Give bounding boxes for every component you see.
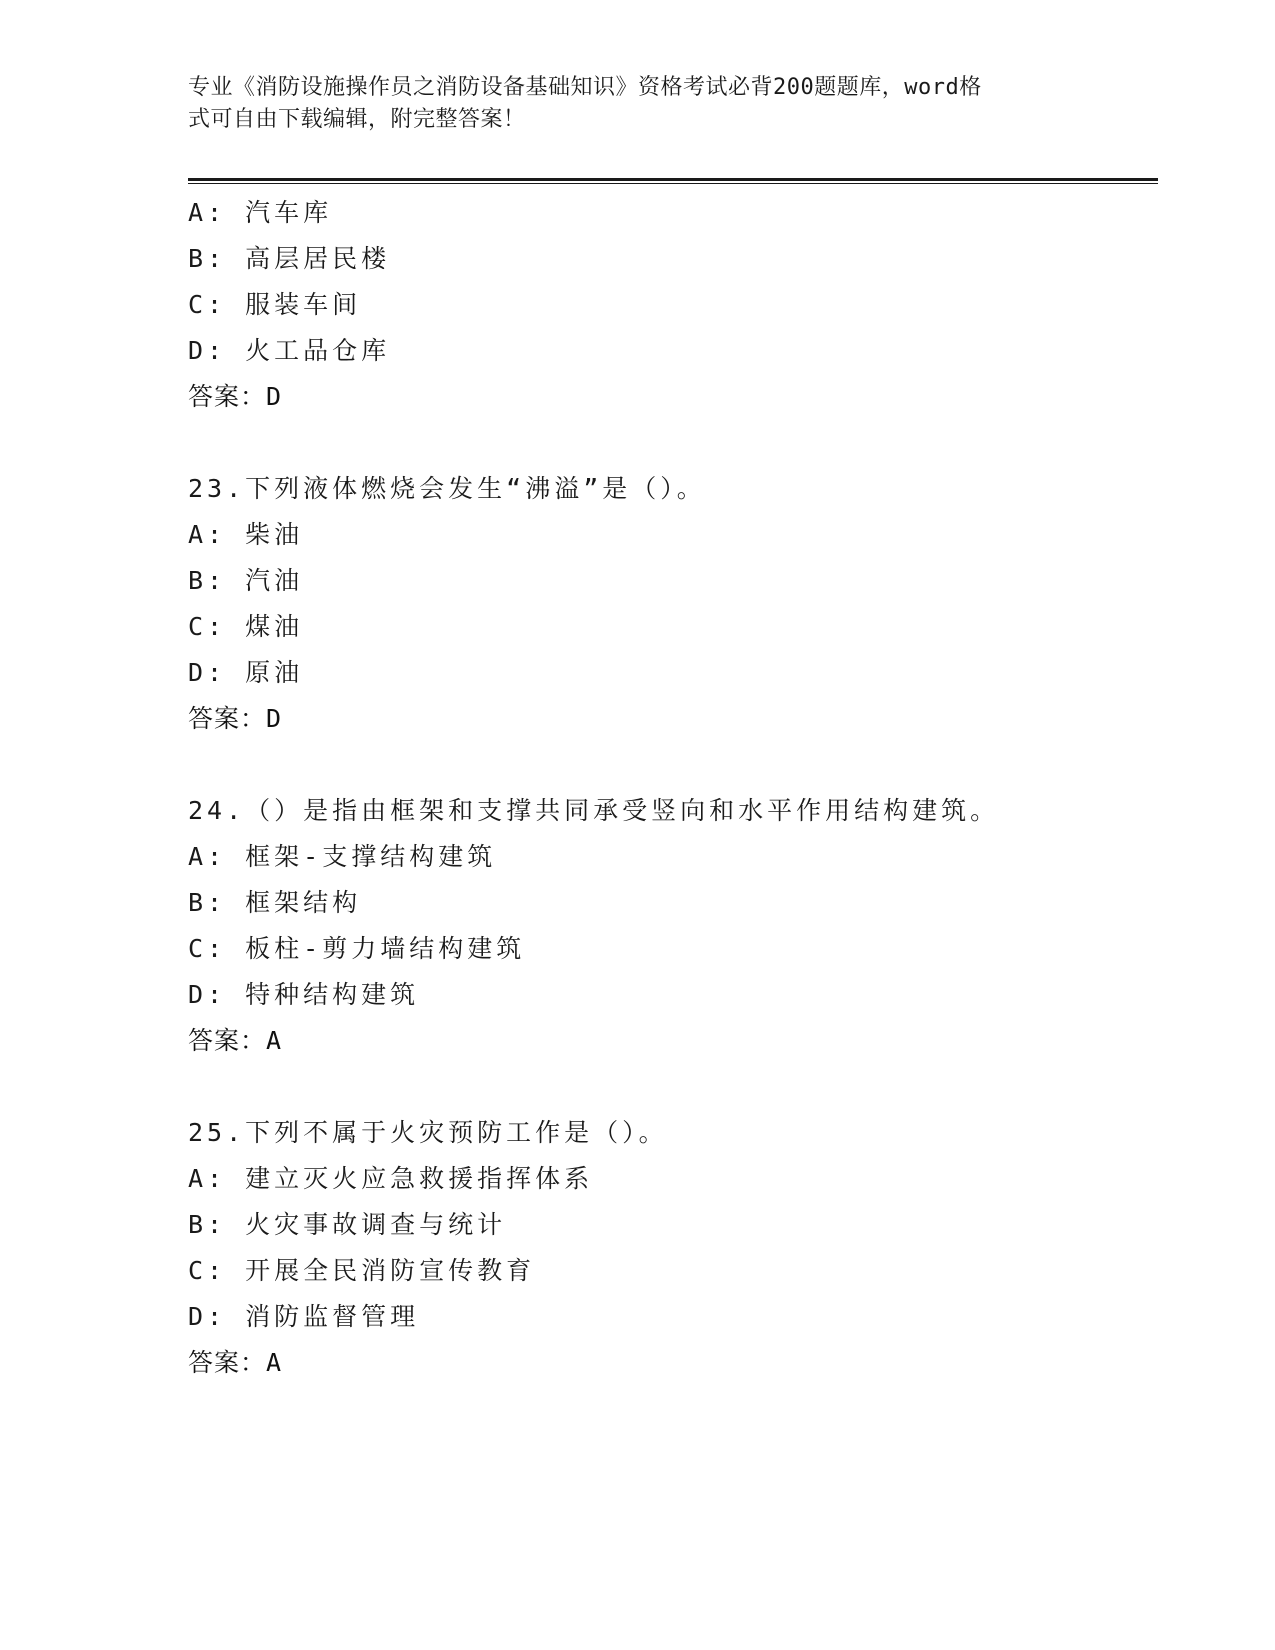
question-block-23 [188,466,1158,742]
question-stem: 23.下列液体燃烧会发生“沸溢”是（）。 [188,474,706,503]
option-c: C: 开展全民消防宣传教育 [188,1256,536,1285]
question-stem: 24.（）是指由框架和支撑共同承受竖向和水平作用结构建筑。 [188,796,1000,825]
answer-label: 答案： [188,1026,267,1055]
option-b: B: 火灾事故调查与统计 [188,1210,507,1239]
document-header [188,72,1068,136]
option-c: C: 服装车间 [188,290,362,319]
spacer [188,742,1158,788]
option-a: A: 建立灭火应急救援指挥体系 [188,1164,594,1193]
spacer [188,420,1158,466]
header-divider-thin [188,183,1158,184]
header-line-1: 专业《消防设施操作员之消防设备基础知识》资格考试必背200题题库，word格 [188,75,982,100]
option-a: A: 框架-支撑结构建筑 [188,842,497,871]
option-d: D: 原油 [188,658,304,687]
option-b: B: 汽油 [188,566,304,595]
question-block-22 [188,190,1158,420]
option-b: B: 高层居民楼 [188,244,391,273]
answer-line [188,374,1158,420]
question-block-25 [188,1110,1158,1386]
option-a: A: 柴油 [188,520,304,549]
option-c: C: 板柱-剪力墙结构建筑 [188,934,526,963]
answer-value: A [266,1348,283,1377]
answer-value: D [266,704,283,733]
option-b: B: 框架结构 [188,888,362,917]
answer-line [188,1018,1158,1064]
question-list [188,190,1158,1386]
answer-line [188,1340,1158,1386]
header-line-2: 式可自由下载编辑，附完整答案！ [188,107,526,132]
header-divider-thick [188,178,1158,181]
answer-label: 答案： [188,382,267,411]
spacer [188,1064,1158,1110]
option-d: D: 火工品仓库 [188,336,391,365]
option-c: C: 煤油 [188,612,304,641]
question-stem: 25.下列不属于火灾预防工作是（）。 [188,1118,668,1147]
option-a: A: 汽车库 [188,198,333,227]
answer-value: D [266,382,283,411]
answer-label: 答案： [188,704,267,733]
option-d: D: 特种结构建筑 [188,980,420,1009]
question-block-24 [188,788,1158,1064]
answer-label: 答案： [188,1348,267,1377]
option-d: D: 消防监督管理 [188,1302,420,1331]
answer-value: A [266,1026,283,1055]
answer-line [188,696,1158,742]
